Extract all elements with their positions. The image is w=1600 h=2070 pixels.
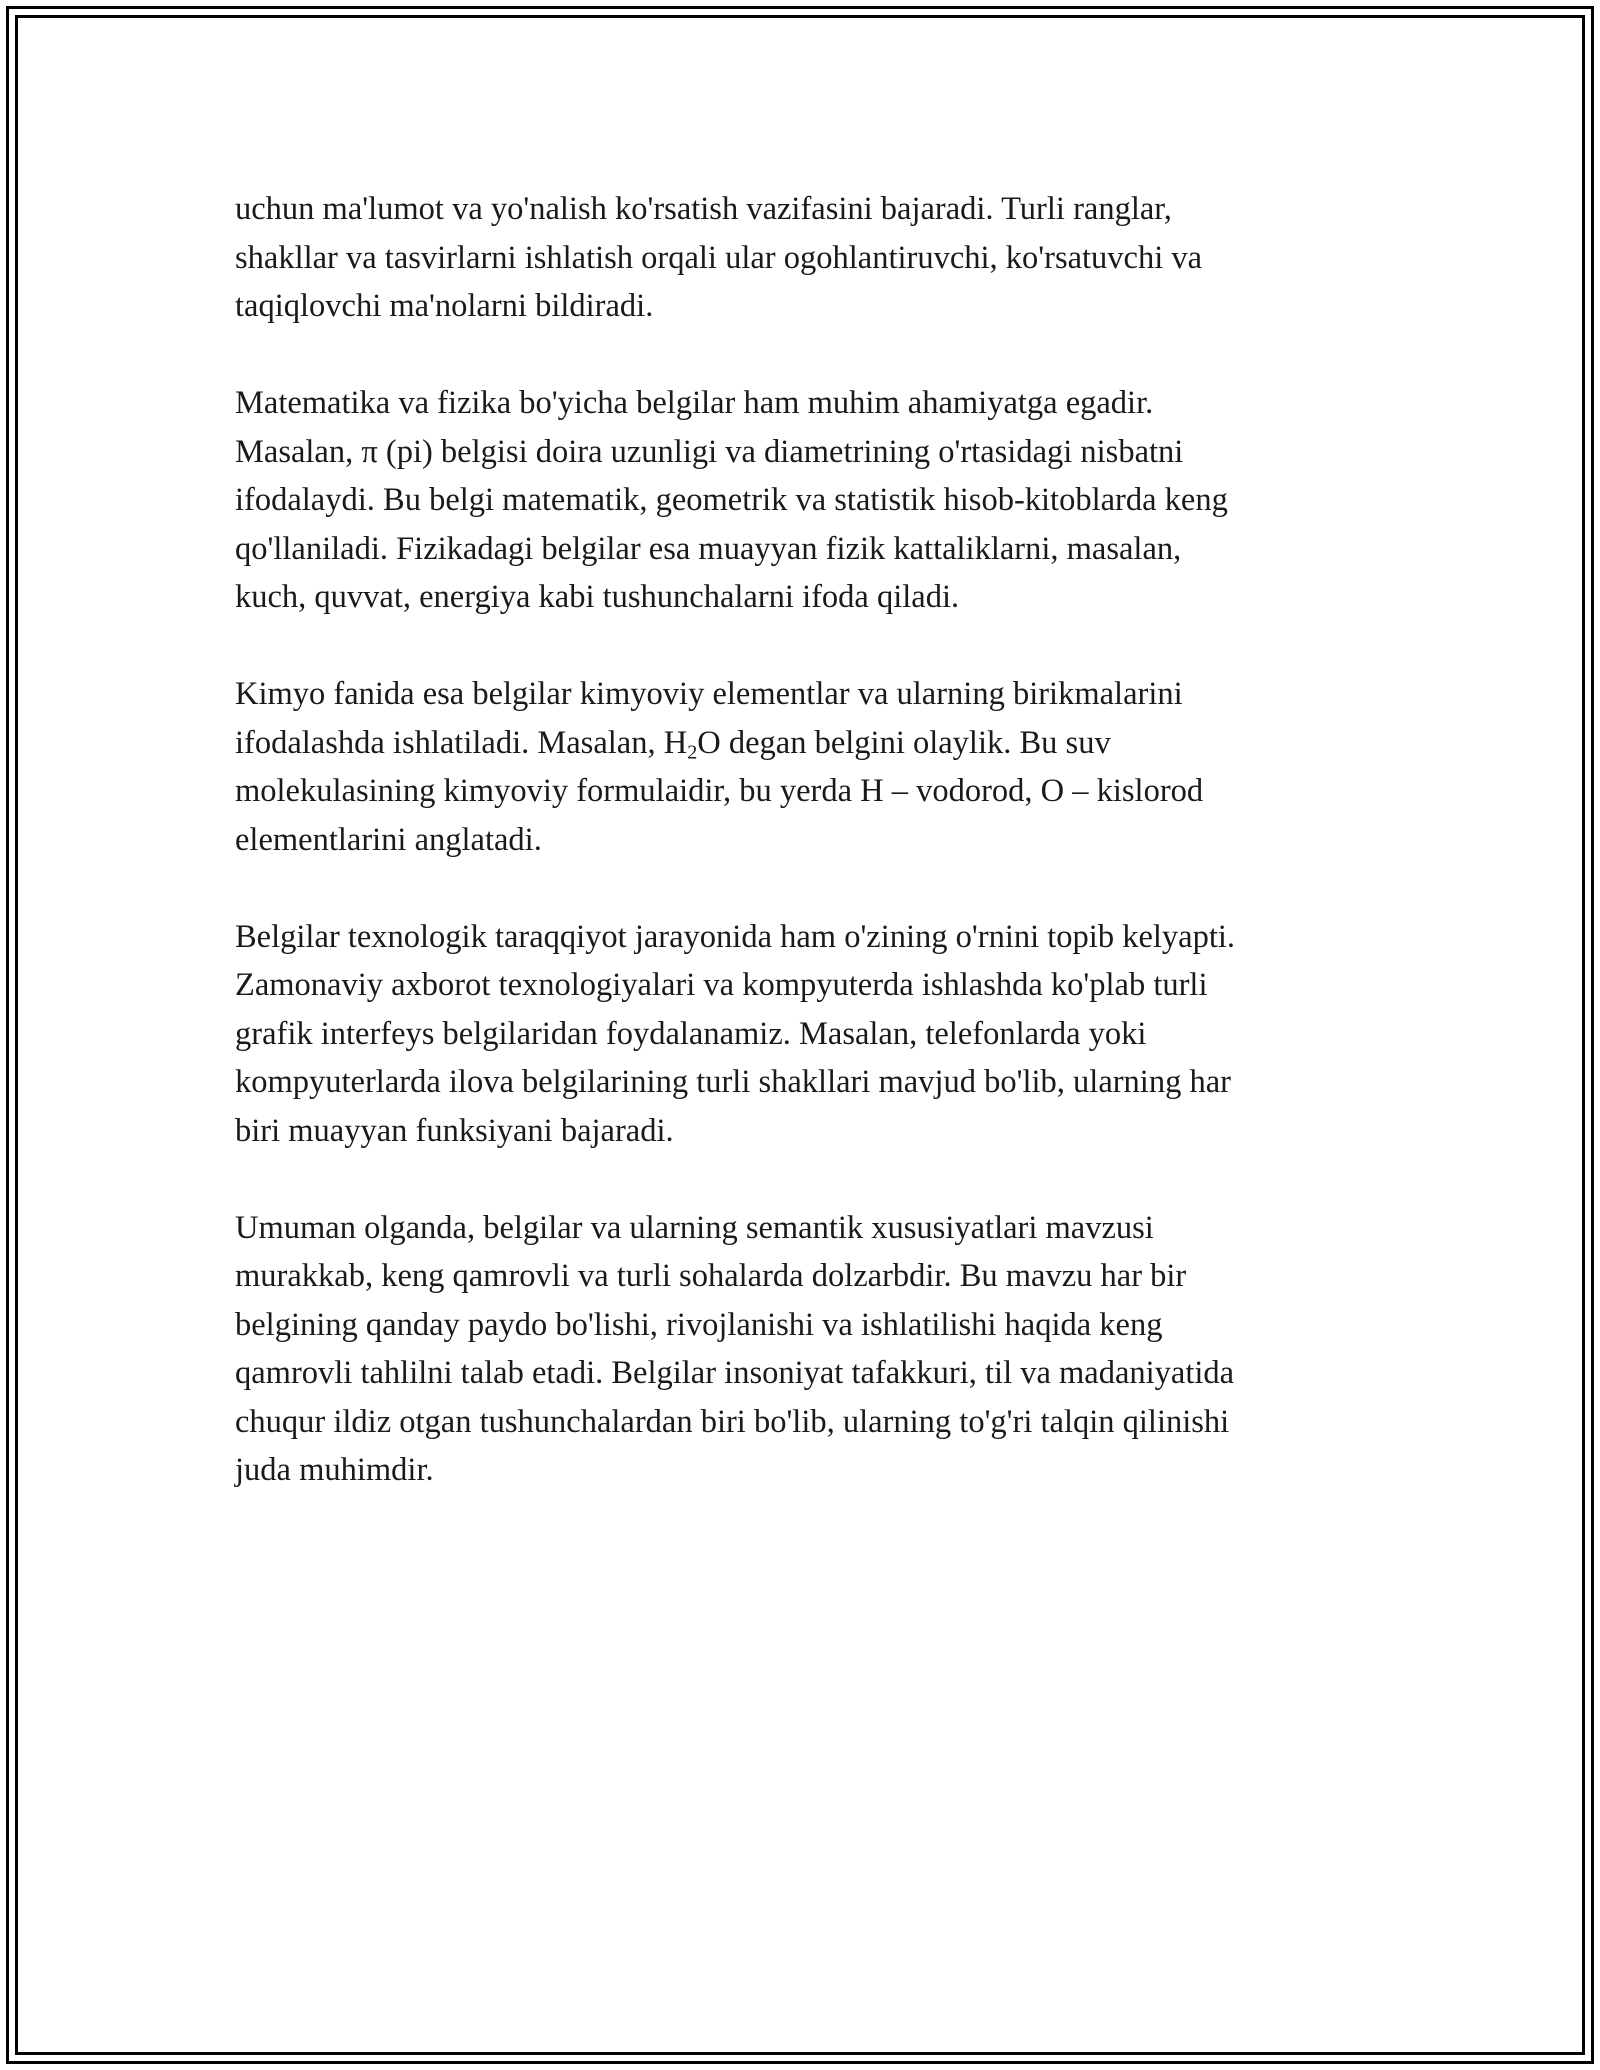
formula-subscript: 2 [687, 741, 698, 764]
text-line: uchun ma'lumot va yo'nalish ko'rsatish vazifasini bajaradi. Turli ranglar, [235, 191, 1172, 227]
paragraph-chemistry [235, 670, 1375, 864]
text-line: Masalan, π (pi) belgisi doira uzunligi va diametrining o'rtasidagi nisbatni [235, 433, 1184, 470]
text-line: shakllar va tasvirlarni ishlatish orqali ular ogohlantiruvchi, ko'rsatuvchi va [235, 239, 1203, 276]
text-line: Belgilar texnologik taraqqiyot jarayonida ham o'zining o'rnini topib kelyapti. [235, 918, 1236, 955]
text-line: chuqur ildiz otgan tushunchalardan biri bo'lib, ularning to'g'ri talqin qilinishi [235, 1403, 1230, 1440]
text-line: Matematika va fizika bo'yicha belgilar ham muhim ahamiyatga egadir. [235, 385, 1154, 421]
text-line: taqiqlovchi ma'nolarni bildiradi. [235, 288, 654, 324]
text-line: biri muayyan funksiyani bajaradi. [235, 1112, 674, 1149]
text-line: Umuman olganda, belgilar va ularning semantik xususiyatlari mavzusi [235, 1209, 1154, 1246]
text-line: grafik interfeys belgilaridan foydalanamiz. Masalan, telefonlarda yoki [235, 1015, 1147, 1052]
text-line: molekulasining kimyoviy formulaidir, bu yerda H – vodorod, O – kislorod [235, 773, 1204, 809]
text-line: belgining qanday paydo bo'lishi, rivojlanishi va ishlatilishi haqida keng [235, 1306, 1163, 1343]
text-line: qamrovli tahlilni talab etadi. Belgilar insoniyat tafakkuri, til va madaniyatida [235, 1355, 1235, 1391]
paragraph-technology [235, 913, 1375, 1156]
text-line: juda muhimdir. [235, 1452, 434, 1488]
text-line: qo'llaniladi. Fizikadagi belgilar esa muayyan fizik kattaliklarni, masalan, [235, 530, 1182, 567]
text-line: Kimyo fanida esa belgilar kimyoviy elementlar va ularning birikmalarini [235, 676, 1183, 712]
formula-text-after: O degan belgini olaylik. Bu suv [697, 724, 1111, 761]
paragraph-conclusion [235, 1204, 1375, 1495]
formula-text-before: ifodalashda ishlatiladi. Masalan, H [235, 724, 688, 761]
paragraph-road-signs [235, 185, 1375, 331]
text-line: murakkab, keng qamrovli va turli sohalarda dolzarbdir. Bu mavzu har bir [235, 1258, 1187, 1294]
document-body [235, 185, 1375, 1543]
text-line-formula [235, 719, 1375, 768]
text-line: kuch, quvvat, energiya kabi tushunchalarni ifoda qiladi. [235, 579, 960, 615]
text-line: ifodalaydi. Bu belgi matematik, geometrik va statistik hisob-kitoblarda keng [235, 482, 1228, 518]
text-line: kompyuterlarda ilova belgilarining turli shakllari mavjud bo'lib, ularning har [235, 1064, 1231, 1100]
paragraph-math-physics [235, 379, 1375, 622]
text-line: Zamonaviy axborot texnologiyalari va kompyuterda ishlashda ko'plab turli [235, 967, 1208, 1003]
text-line: elementlarini anglatadi. [235, 821, 542, 858]
